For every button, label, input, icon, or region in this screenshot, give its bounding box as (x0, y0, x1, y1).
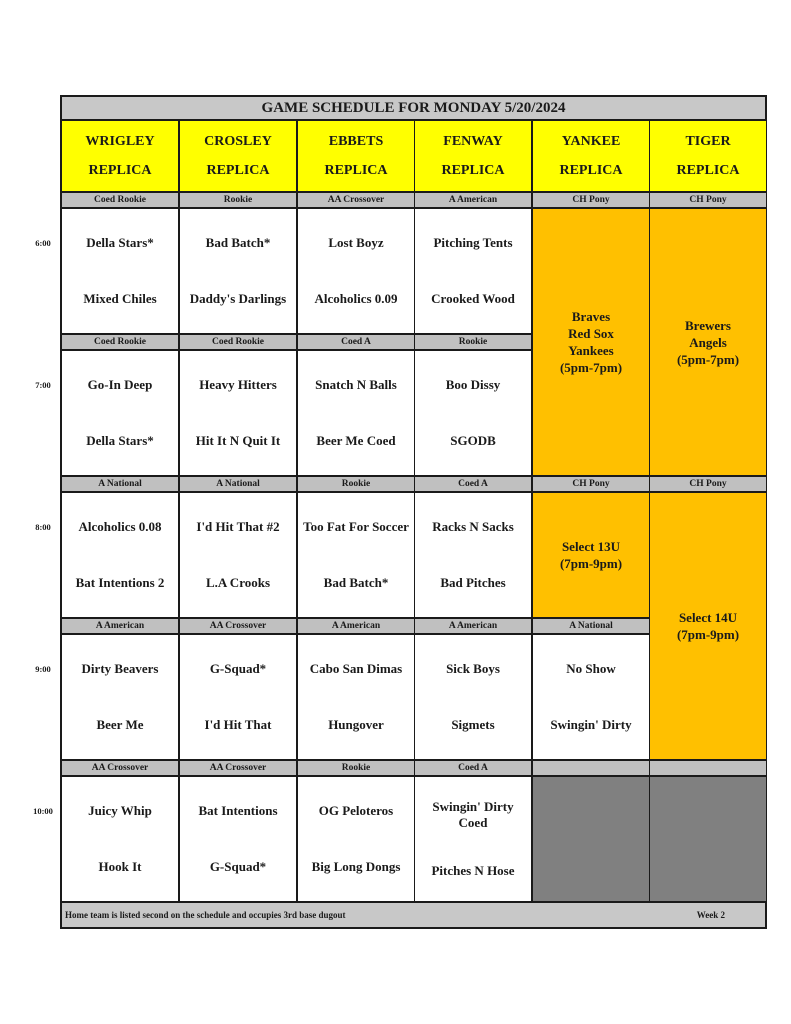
field-subtitle: REPLICA (676, 162, 740, 178)
week-label: Week 2 (696, 910, 725, 920)
block-line: Select 13U (561, 539, 621, 554)
field-header (533, 121, 649, 191)
block-line: Braves (571, 309, 611, 324)
division-label (650, 477, 766, 491)
block-line: (7pm-9pm) (676, 627, 740, 642)
game-cell (180, 351, 296, 475)
division-text: Rookie (341, 479, 371, 489)
time-label: 6:00 (35, 238, 51, 248)
division-label (298, 619, 414, 633)
home-team: Hungover (328, 717, 384, 732)
home-team: Bad Pitches (440, 575, 506, 590)
game-cell (298, 351, 414, 475)
division-text: Coed Rookie (94, 195, 146, 205)
game-cell (298, 635, 414, 759)
game-cell (415, 493, 531, 617)
field-subtitle: REPLICA (206, 162, 270, 178)
division-label (415, 477, 531, 491)
division-text: CH Pony (689, 195, 727, 205)
home-team: Big Long Dongs (311, 859, 401, 874)
time-label: 7:00 (35, 380, 51, 390)
field-name: EBBETS (328, 133, 384, 149)
division-text: Coed Rookie (94, 337, 146, 347)
away-team: Too Fat For Soccer (303, 519, 409, 534)
division-label (533, 619, 649, 633)
division-label (298, 477, 414, 491)
title-text: GAME SCHEDULE FOR MONDAY 5/20/2024 (261, 99, 566, 116)
time-label: 8:00 (35, 522, 51, 532)
division-text: CH Pony (572, 195, 610, 205)
home-team: Hook It (98, 859, 142, 874)
game-cell (415, 635, 531, 759)
division-label (180, 193, 296, 207)
away-team: Dirty Beavers (81, 661, 159, 676)
field-name: CROSLEY (204, 133, 272, 149)
division-text: A National (216, 479, 260, 489)
game-cell (62, 209, 178, 333)
game-cell (62, 777, 178, 901)
game-cell (298, 777, 414, 901)
division-text: AA Crossover (209, 763, 267, 773)
unused-slot (533, 777, 649, 901)
away-team: Bat Intentions (198, 803, 278, 818)
division-text: A National (98, 479, 142, 489)
away-team: Heavy Hitters (199, 377, 277, 392)
division-text: A American (95, 621, 145, 631)
rental-block (650, 209, 766, 475)
schedule-footer (62, 903, 765, 927)
home-team: L.A Crooks (205, 575, 271, 590)
home-team: Sigmets (451, 717, 495, 732)
game-cell (180, 209, 296, 333)
game-cell (180, 635, 296, 759)
game-cell (415, 351, 531, 475)
division-text: AA Crossover (327, 195, 385, 205)
home-team: Daddy's Darlings (189, 291, 287, 306)
game-cell (298, 209, 414, 333)
game-cell (62, 351, 178, 475)
home-team: Della Stars* (86, 433, 154, 448)
away-team: I'd Hit That #2 (196, 519, 280, 534)
home-team: G-Squad* (209, 859, 267, 874)
game-cell (62, 493, 178, 617)
division-text: Rookie (341, 763, 371, 773)
field-header (180, 121, 296, 191)
field-header (415, 121, 531, 191)
division-label (180, 477, 296, 491)
division-label (415, 335, 531, 349)
rental-block (533, 493, 649, 617)
division-text: Rookie (458, 337, 488, 347)
away-team: No Show (566, 661, 616, 676)
game-cell (415, 777, 531, 901)
away-team: Alcoholics 0.08 (78, 519, 162, 534)
block-line: Red Sox (568, 326, 614, 341)
away-team: Juicy Whip (88, 803, 152, 818)
footer-note: Home team is listed second on the schedule and occupies 3rd base dugout (65, 910, 346, 920)
field-subtitle: REPLICA (559, 162, 623, 178)
block-line: Angels (689, 334, 727, 350)
division-text: Coed A (341, 337, 371, 347)
home-team: Swingin' Dirty (550, 717, 632, 732)
division-label (62, 477, 178, 491)
home-team: SGODB (450, 433, 496, 448)
division-label (62, 335, 178, 349)
block-line: (7pm-9pm) (559, 556, 623, 571)
away-team: Sick Boys (446, 661, 500, 676)
division-label (180, 335, 296, 349)
division-label (533, 193, 649, 207)
field-header (62, 121, 178, 191)
division-text: CH Pony (689, 479, 727, 489)
away-team: Pitching Tents (433, 235, 513, 250)
division-label (533, 761, 649, 775)
field-subtitle: REPLICA (324, 162, 388, 178)
schedule-title (62, 97, 765, 119)
unused-slot (650, 777, 766, 901)
division-label (415, 193, 531, 207)
away-team: Boo Dissy (445, 377, 501, 392)
division-label (180, 761, 296, 775)
home-team: Alcoholics 0.09 (314, 291, 398, 306)
division-text: Rookie (223, 195, 253, 205)
home-team: Beer Me Coed (316, 433, 396, 448)
field-subtitle: REPLICA (88, 162, 152, 178)
game-cell (415, 209, 531, 333)
time-label: 10:00 (33, 806, 53, 816)
rental-block (533, 209, 649, 475)
division-label (62, 619, 178, 633)
home-team: Mixed Chiles (83, 291, 157, 306)
away-team: Go-In Deep (87, 377, 153, 392)
division-label (62, 193, 178, 207)
division-text: AA Crossover (209, 621, 267, 631)
away-team: Cabo San Dimas (309, 661, 403, 676)
division-label (533, 477, 649, 491)
division-text: Coed Rookie (212, 337, 264, 347)
away-team: G-Squad* (209, 661, 267, 676)
field-name: FENWAY (443, 133, 503, 149)
division-text: CH Pony (572, 479, 610, 489)
field-header (298, 121, 414, 191)
division-label (180, 619, 296, 633)
division-text: Coed A (458, 763, 488, 773)
block-line: (5pm-7pm) (676, 351, 740, 367)
field-subtitle: REPLICA (441, 162, 505, 178)
home-team: I'd Hit That (204, 717, 272, 732)
division-label (650, 193, 766, 207)
away-team: Lost Boyz (328, 235, 384, 250)
game-cell (180, 493, 296, 617)
block-line: Select 14U (678, 610, 738, 625)
division-text: A American (448, 195, 498, 205)
block-line: Brewers (685, 317, 731, 333)
home-team: Beer Me (96, 717, 144, 732)
game-cell (180, 777, 296, 901)
division-label (298, 193, 414, 207)
division-label (650, 761, 766, 775)
division-label (298, 761, 414, 775)
rental-block (650, 493, 766, 759)
away-team: Swingin' Dirty Coed (432, 799, 514, 830)
division-text: A National (569, 621, 613, 631)
time-label: 9:00 (35, 664, 51, 674)
home-team: Bad Batch* (323, 575, 389, 590)
block-line: Yankees (568, 343, 614, 358)
game-cell (62, 635, 178, 759)
field-name: TIGER (685, 133, 731, 149)
division-label (62, 761, 178, 775)
division-text: Coed A (458, 479, 488, 489)
division-label (415, 619, 531, 633)
away-team: Racks N Sacks (432, 519, 514, 534)
away-team: Snatch N Balls (315, 377, 397, 392)
game-cell (298, 493, 414, 617)
division-label (298, 335, 414, 349)
field-name: WRIGLEY (85, 133, 155, 149)
division-text: A American (448, 621, 498, 631)
division-text: A American (331, 621, 381, 631)
division-label (415, 761, 531, 775)
home-team: Hit It N Quit It (195, 433, 281, 448)
division-text: AA Crossover (91, 763, 149, 773)
home-team: Bat Intentions 2 (75, 575, 165, 590)
schedule-grid (60, 95, 767, 929)
away-team: OG Peloteros (318, 803, 394, 818)
game-cell (533, 635, 649, 759)
away-team: Bad Batch* (205, 235, 271, 250)
field-header (650, 121, 766, 191)
home-team: Crooked Wood (431, 291, 515, 306)
field-name: YANKEE (561, 133, 621, 149)
block-line: (5pm-7pm) (559, 360, 623, 375)
home-team: Pitches N Hose (431, 863, 515, 878)
away-team: Della Stars* (86, 235, 154, 250)
